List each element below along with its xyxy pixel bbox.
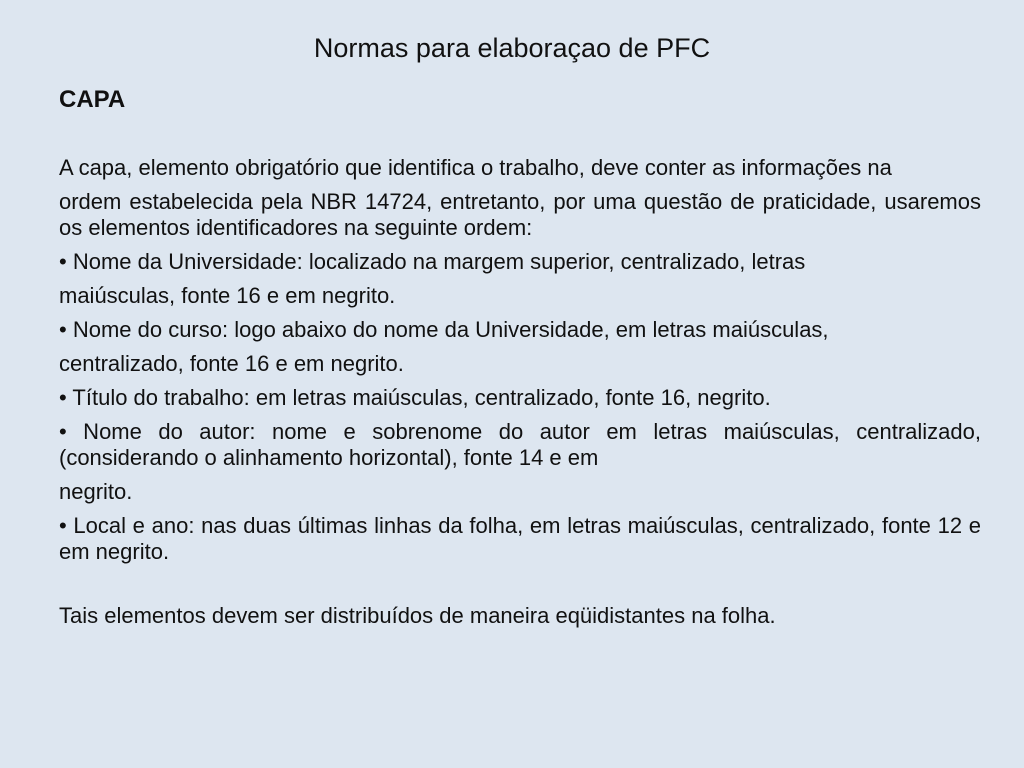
bullet-title: • Título do trabalho: em letras maiúsculas, centralizado, fonte 16, negrito.	[59, 385, 771, 410]
closing-paragraph: Tais elementos devem ser distribuídos de maneira eqüidistantes na folha.	[59, 603, 776, 628]
order-paragraph: ordem estabelecida pela NBR 14724, entretanto, por uma questão de praticidade, usaremos os elementos identificadores na seguinte ordem:	[59, 189, 981, 240]
bullet-author-continuation: negrito.	[59, 479, 133, 504]
bullet-author: • Nome do autor: nome e sobrenome do autor em letras maiúsculas, centralizado, (considerando o alinhamento horizontal), fonte 14 e em	[59, 419, 981, 470]
slide-content	[59, 84, 981, 637]
bullet-course: • Nome do curso: logo abaixo do nome da Universidade, em letras maiúsculas,	[59, 317, 829, 342]
intro-paragraph: A capa, elemento obrigatório que identifica o trabalho, deve conter as informações na	[59, 155, 892, 180]
bullet-course-continuation: centralizado, fonte 16 e em negrito.	[59, 351, 404, 376]
slide-title: Normas para elaboraçao de PFC	[313, 33, 711, 63]
bullet-university-continuation: maiúsculas, fonte 16 e em negrito.	[59, 283, 396, 308]
bullet-place-year: • Local e ano: nas duas últimas linhas da folha, em letras maiúsculas, centralizado, fonte 12 e em negrito.	[59, 513, 981, 564]
bullet-university: • Nome da Universidade: localizado na margem superior, centralizado, letras	[59, 249, 806, 274]
section-heading: CAPA	[59, 86, 126, 113]
